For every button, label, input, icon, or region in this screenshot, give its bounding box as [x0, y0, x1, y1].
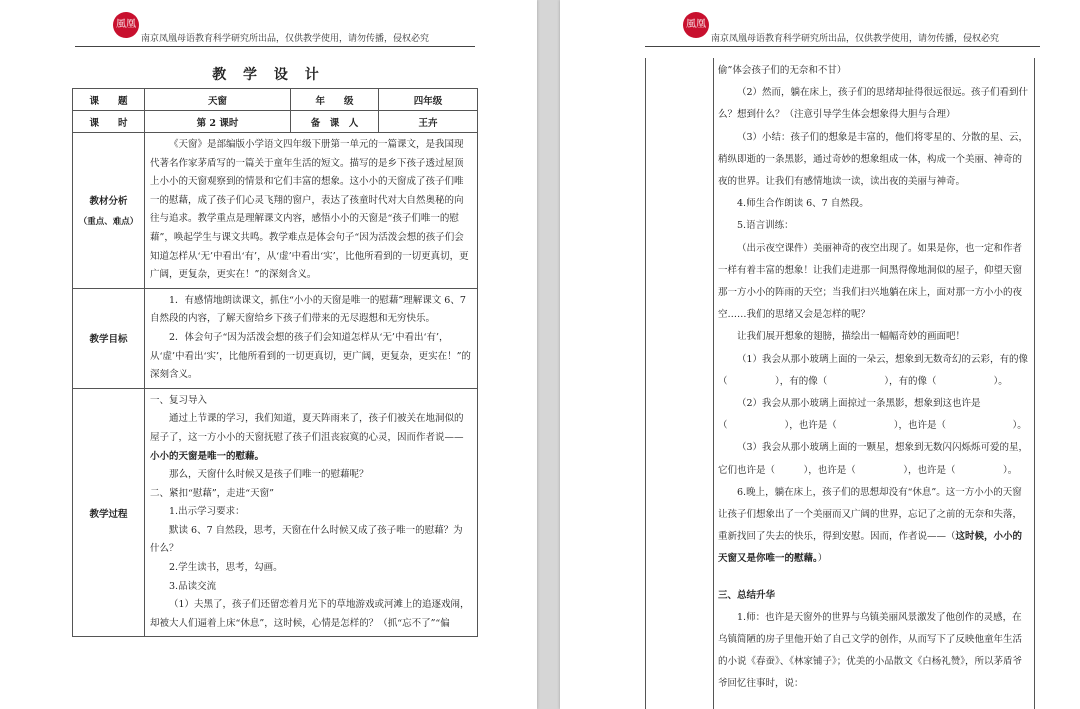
process-line: 默读 6、7 自然段，思考，天窗在什么时候又成了孩子唯一的慰藉？为什么？: [150, 524, 463, 555]
process-line: 让我们展开想象的翅膀，描绘出一幅幅奇妙的画面吧！: [737, 331, 966, 343]
value-topic: 天窗: [145, 89, 291, 111]
process-text: 6.晚上，躺在床上，孩子们的思想却没有“休息”。这一方小小的天窗让孩子们想象出了一个美丽而又广阔的世界，忘记了之前的无奈和失落，重新找回了失去的快乐，得到安慰。因而，作者说——（: [718, 486, 1023, 543]
value-period: 第 2 课时: [145, 111, 291, 133]
label-teacher: 备 课 人: [291, 111, 379, 133]
process-line: （2）我会从那小玻璃上面掠过一条黑影，想象到这也许是（ ），也许是（ ），也许是（ ）。: [718, 398, 1027, 432]
label-analysis: [73, 133, 145, 289]
process-line: [718, 482, 1030, 571]
process-line: [150, 410, 472, 466]
section-heading: 三、总结升华: [718, 589, 776, 601]
value-teacher: 王卉: [379, 111, 478, 133]
process-text: 通过上节课的学习，我们知道，夏天阵雨来了，孩子们被关在地洞似的屋子了，这一方小小的天窗抚慰了孩子们沮丧寂寞的心灵，因而作者说——: [150, 413, 464, 443]
document-page-1: [0, 0, 537, 709]
process-line: 3.品读交流: [169, 580, 217, 592]
label-process: 教学过程: [73, 388, 145, 637]
process-line: （3）我会从那小玻璃上面的一颗星，想象到无数闪闪烁烁可爱的星，它们也许是（ ），也许是（ ），也许是（ ）。: [718, 442, 1029, 476]
process-line: （2）然而，躺在床上，孩子们的思绪却扯得很远很远。孩子们看到什么？想到什么？（注意引导学生体会想象得大胆与合理）: [718, 87, 1029, 121]
process-line: 那么，天窗什么时候又是孩子们唯一的慰藉呢？: [169, 469, 369, 481]
page-header: [645, 12, 1040, 47]
page-gap: [537, 0, 560, 709]
analysis-title: 教材分析: [89, 196, 128, 208]
process-line: 4.师生合作朗读 6、7 自然段。: [737, 198, 869, 210]
goals-content: [145, 288, 478, 388]
label-period: 课 时: [73, 111, 145, 133]
document-title: 教 学 设 计: [212, 67, 325, 83]
publisher-seal-icon: 風凰: [113, 12, 139, 38]
process-emphasis: 这时候，小小的天窗又是你唯一的慰藉。: [718, 531, 1023, 565]
value-grade: 四年级: [379, 89, 478, 111]
process-line: （1）夫黑了，孩子们还留恋着月光下的草地游戏或河滩上的追逐戏闹，却被大人们逼着上床“休息”，这时候，心情是怎样的？（抓“忘不了”“偏: [150, 599, 470, 629]
process-content: [145, 388, 478, 637]
process-line: 1.出示学习要求：: [169, 506, 245, 518]
header-notice: 南京凤凰母语教育科学研究所出品，仅供教学使用，请勿传播，侵权必究: [711, 34, 1000, 44]
goal-item-1: 1．有感情地朗读课文，抓住“小小的天窗是唯一的慰藉”理解课文 6、7 自然段的内容，了解天窗给乡下孩子们带来的无尽遐想和无穷快乐。: [150, 294, 466, 325]
process-line: 2.学生读书，思考，勾画。: [169, 562, 283, 574]
process-line: （出示夜空课件）美丽神奇的夜空出现了。如果是你，也一定和作者一样有着丰富的想象！让我们走进那一间黑得像地洞似的屋子，仰望天窗那一方小小的阵雨的天空；当我们扫兴地躺在床上，面对那一方小小的夜空……我们的思绪又会是怎样的呢？: [718, 242, 1023, 321]
label-topic: 课 题: [73, 89, 145, 111]
goal-item-2: 2．体会句子“因为活泼会想的孩子们会知道怎样从‘无’中看出‘有’，从‘虚’中看出‘实’，比他所看到的一切更真切，更广阔，更复杂，更实在！”的深刻含义。: [150, 331, 471, 381]
process-line: 1.师：也许是天窗外的世界与乌镇美丽风景激发了他创作的灵感，在乌镇简陋的房子里他开始了自己文学的创作，从而写下了反映他童年生活的小说《春蚕》、《林家铺子》；优美的小品散文《白杨礼赞》，所以茅盾爷爷回忆往事时，说：: [718, 611, 1023, 690]
process-line: 偷”体会孩子们的无奈和不甘）: [718, 65, 847, 76]
process-line: 5.语言训练：: [737, 220, 794, 232]
process-line: 一、复习导入: [150, 394, 208, 406]
publisher-seal-icon: 風凰: [683, 12, 709, 38]
label-grade: 年 级: [291, 89, 379, 111]
document-page-2: [560, 0, 1080, 709]
continued-process-content: [718, 60, 1030, 696]
process-line: （1）我会从那小玻璃上面的一朵云，想象到无数奇幻的云彩，有的像（ ），有的像（ ），有的像（ ）。: [718, 353, 1029, 387]
page-header: [75, 12, 475, 47]
analysis-text: 《天窗》是部编版小学语文四年级下册第一单元的一篇课文，是我国现代著名作家茅盾写的一篇关于童年生活的短文。描写的是乡下孩子透过屋顶上小小的天窗观察到的情景和它们丰富的想象。这小小的天窗成了孩子们唯一的慰藉，成了孩子们心灵飞翔的窗户，表达了孩童时代对大自然奥秘的向往与追求。教学重点是理解课文内容，感悟小小的天窗是“孩子们唯一的慰藉”，唤起学生与课文共鸣。教学难点是体会句子“因为活泼会想的孩子们会知道怎样从‘无’中看出‘有’，从‘虚’中看出‘实’，比他所看到的一切更真切，更广阔，更复杂，更实在！”的深刻含义。: [150, 139, 469, 281]
process-emphasis: 小小的天窗是唯一的慰藉。: [150, 450, 265, 462]
process-line: （3）小结：孩子们的想象是丰富的，他们将零星的、分散的星、云，稍纵即逝的一条黑影，通过奇妙的想象组成一体，构成一个美丽、神奇的夜的世界。让我们有感情地读一读，读出夜的美丽与神奇。: [718, 131, 1029, 188]
label-goals: 教学目标: [73, 288, 145, 388]
analysis-content: [145, 133, 478, 289]
analysis-subtitle: （重点、难点）: [78, 217, 139, 228]
header-notice: 南京凤凰母语教育科学研究所出品，仅供教学使用，请勿传播，侵权必究: [141, 34, 430, 44]
lesson-plan-table: [72, 88, 478, 637]
process-line: 二、紧扣“慰藉”，走进“天窗”: [150, 487, 274, 499]
process-text: ）: [817, 553, 828, 565]
table-label-column: [645, 58, 714, 709]
